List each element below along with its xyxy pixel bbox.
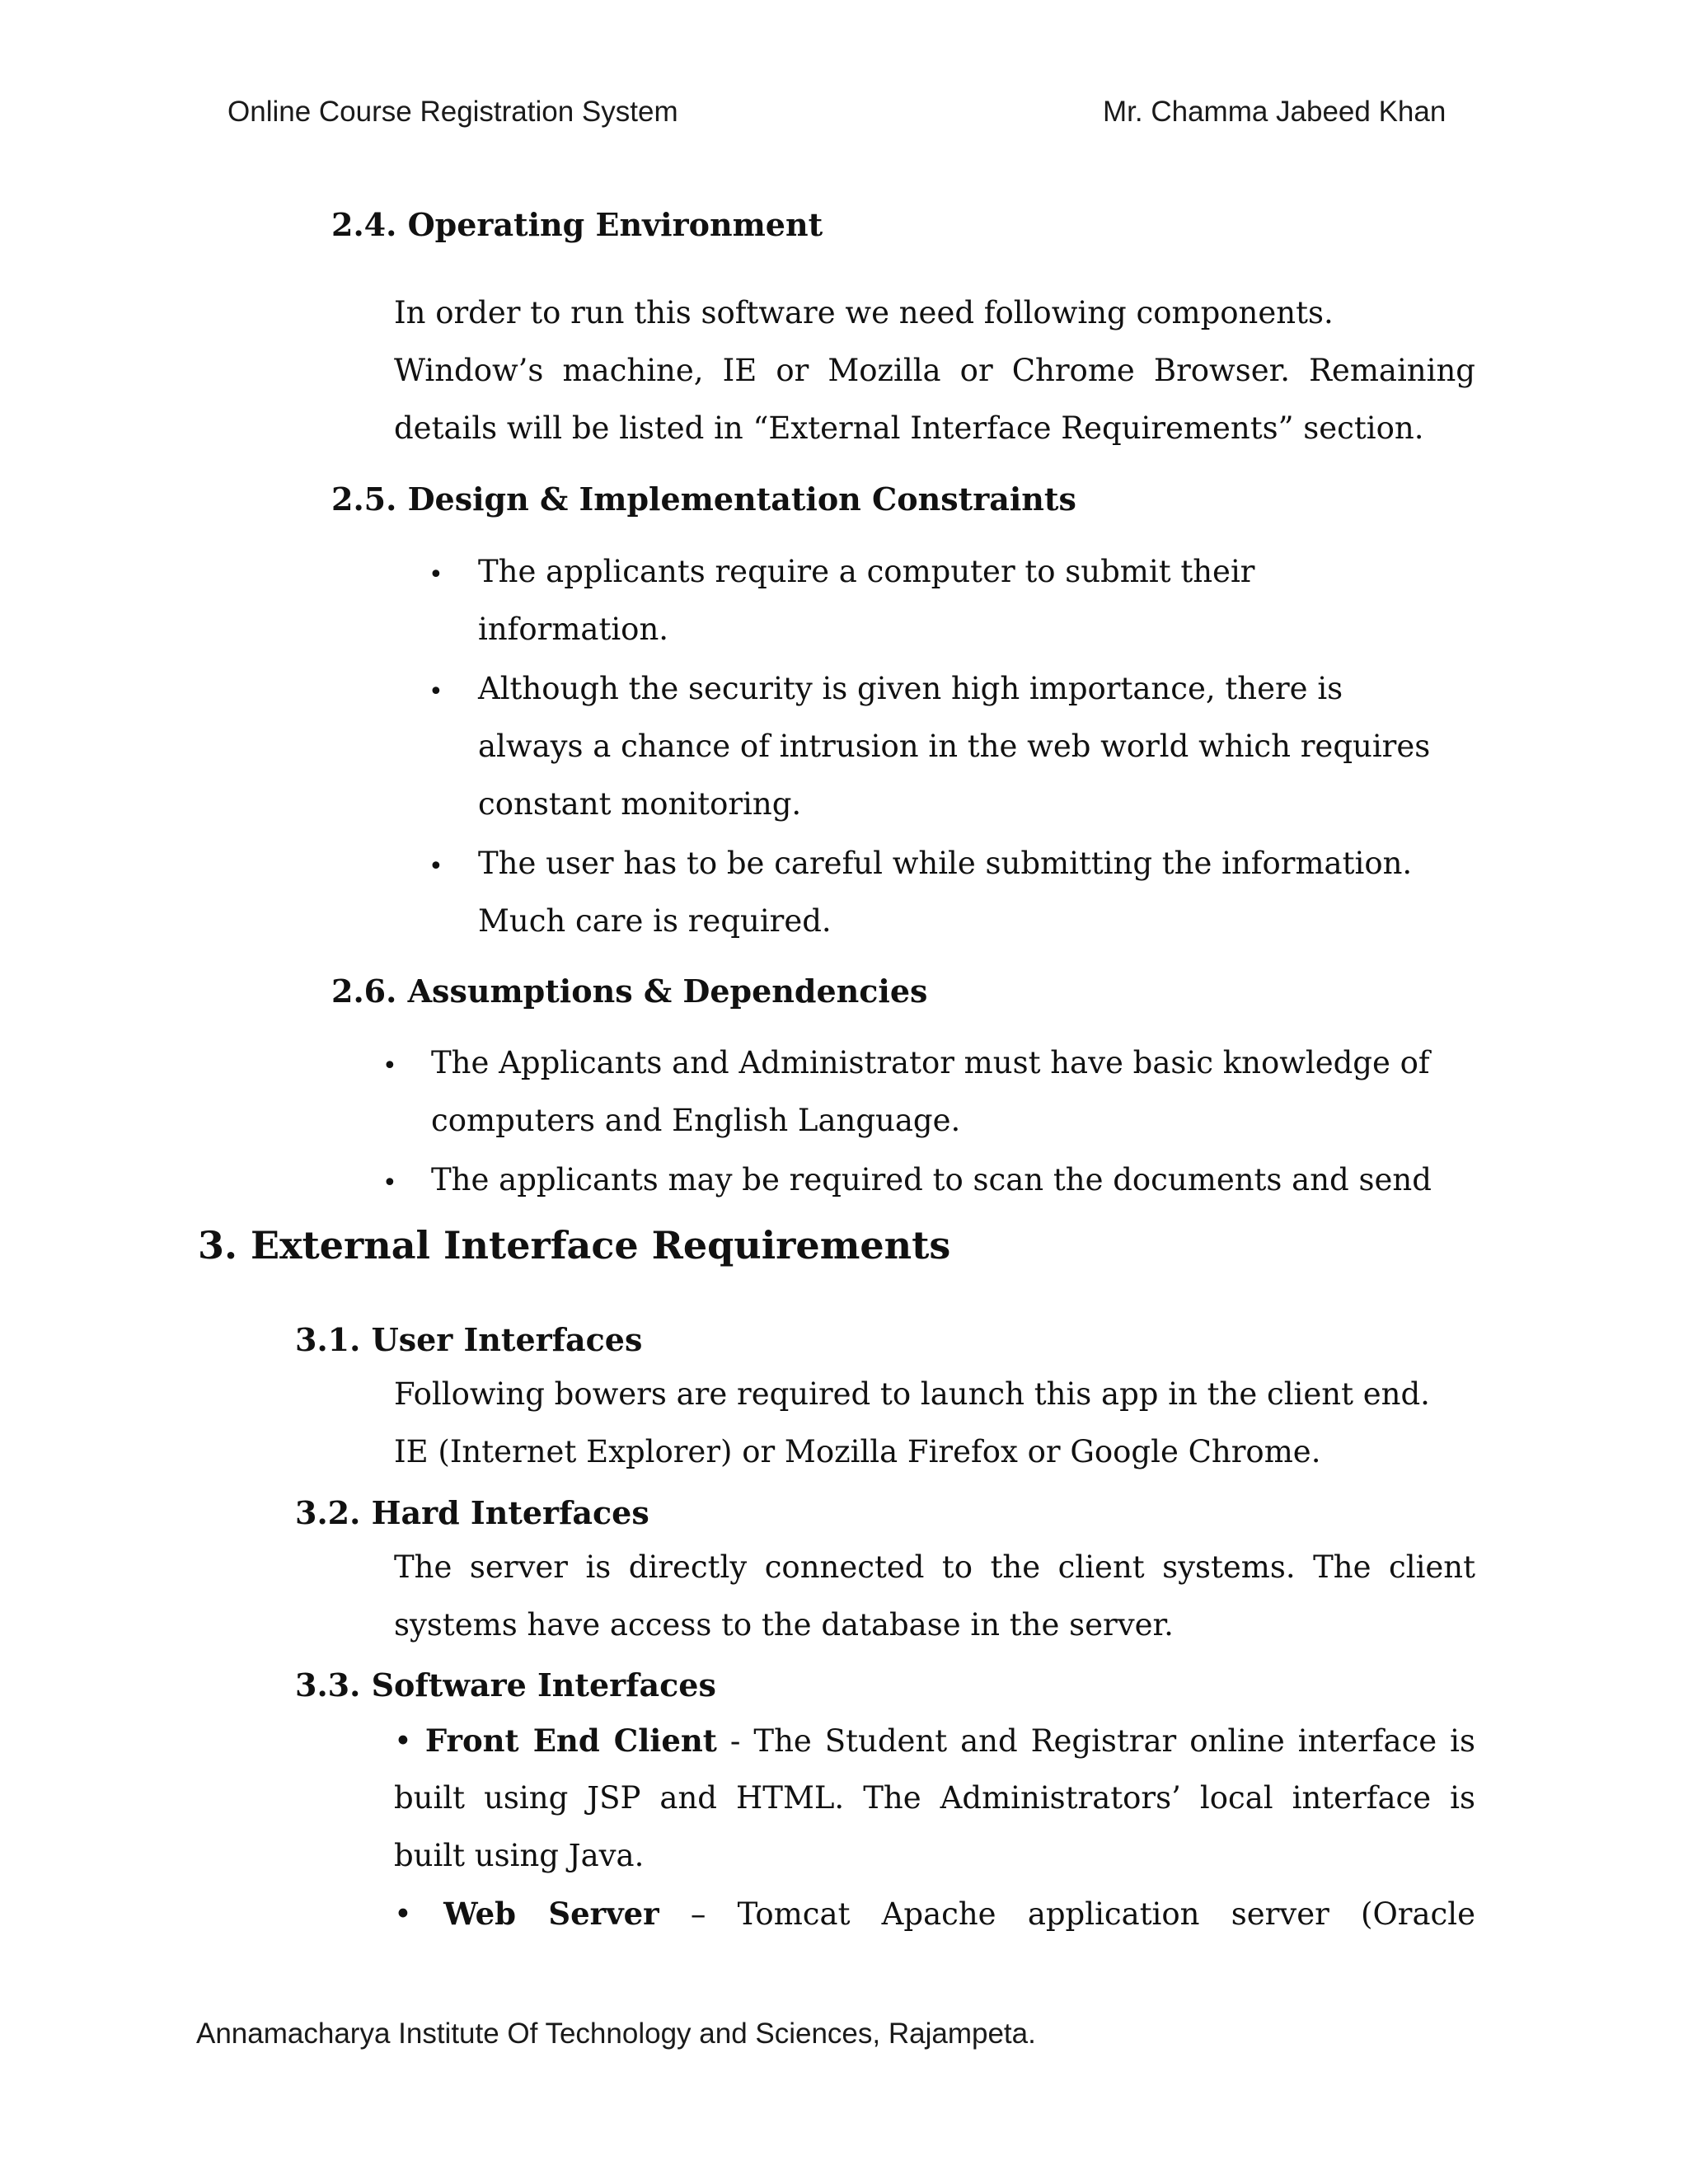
s25-b1-line-2: information. bbox=[478, 612, 669, 647]
heading-2-4: 2.4. Operating Environment bbox=[331, 206, 823, 243]
bullet-mark: • bbox=[429, 560, 443, 589]
heading-2-5: 2.5. Design & Implementation Constraints bbox=[331, 480, 1076, 518]
s25-b2-line-3: constant monitoring. bbox=[478, 786, 802, 822]
s31-line-2: IE (Internet Explorer) or Mozilla Firefox or Google Chrome. bbox=[394, 1434, 1321, 1469]
bullet-mark: • bbox=[394, 1723, 412, 1759]
heading-3-3: 3.3. Software Interfaces bbox=[295, 1666, 716, 1704]
s25-b2-line-2: always a chance of intrusion in the web world which requires bbox=[478, 729, 1431, 764]
bullet-mark: • bbox=[382, 1052, 397, 1080]
heading-3-1: 3.1. User Interfaces bbox=[295, 1321, 643, 1358]
bullet-mark: • bbox=[429, 677, 443, 706]
s26-b1-line-1: The Applicants and Administrator must have basic knowledge of bbox=[431, 1045, 1430, 1080]
front-end-client-label: Front End Client bbox=[424, 1722, 717, 1759]
s33-front-end-line-1 bbox=[394, 1722, 1475, 1759]
header-left: Online Course Registration System bbox=[227, 96, 678, 128]
s24-line-1: In order to run this software we need following components. bbox=[394, 295, 1334, 330]
s25-b2-line-1: Although the security is given high importance, there is bbox=[478, 671, 1343, 706]
s26-b2-line-1: The applicants may be required to scan the documents and send bbox=[431, 1162, 1432, 1197]
web-server-label: Web Server bbox=[443, 1896, 659, 1932]
s24-line-3: details will be listed in “External Interface Requirements” section. bbox=[394, 410, 1424, 446]
heading-3-2: 3.2. Hard Interfaces bbox=[295, 1494, 649, 1531]
bullet-mark: • bbox=[394, 1896, 412, 1932]
s33-web-server-line-1 bbox=[394, 1896, 1475, 1932]
s32-line-1: The server is directly connected to the client systems. The client bbox=[394, 1549, 1475, 1585]
s33-front-end-line-3: built using Java. bbox=[394, 1838, 645, 1873]
s25-b3-line-2: Much care is required. bbox=[478, 903, 832, 939]
footer-institute: Annamacharya Institute Of Technology and Sciences, Rajampeta. bbox=[196, 2018, 1036, 2050]
s26-b1-line-2: computers and English Language. bbox=[431, 1103, 961, 1138]
s24-line-2: Window’s machine, IE or Mozilla or Chrome Browser. Remaining bbox=[394, 353, 1475, 388]
s33-front-end-line-2: built using JSP and HTML. The Administrators’ local interface is bbox=[394, 1780, 1475, 1816]
s25-b3-line-1: The user has to be careful while submitting the information. bbox=[478, 846, 1413, 881]
s31-line-1: Following bowers are required to launch this app in the client end. bbox=[394, 1376, 1430, 1412]
heading-3: 3. External Interface Requirements bbox=[198, 1223, 951, 1268]
bullet-mark: • bbox=[382, 1169, 397, 1197]
bullet-mark: • bbox=[429, 852, 443, 881]
s32-line-2: systems have access to the database in the server. bbox=[394, 1607, 1174, 1643]
web-server-text: – Tomcat Apache application server (Oracle bbox=[659, 1896, 1475, 1932]
heading-2-6: 2.6. Assumptions & Dependencies bbox=[331, 972, 928, 1010]
front-end-client-text: - The Student and Registrar online interface is bbox=[716, 1723, 1476, 1759]
s25-b1-line-1: The applicants require a computer to submit their bbox=[478, 554, 1255, 589]
header-right: Mr. Chamma Jabeed Khan bbox=[1103, 96, 1447, 128]
